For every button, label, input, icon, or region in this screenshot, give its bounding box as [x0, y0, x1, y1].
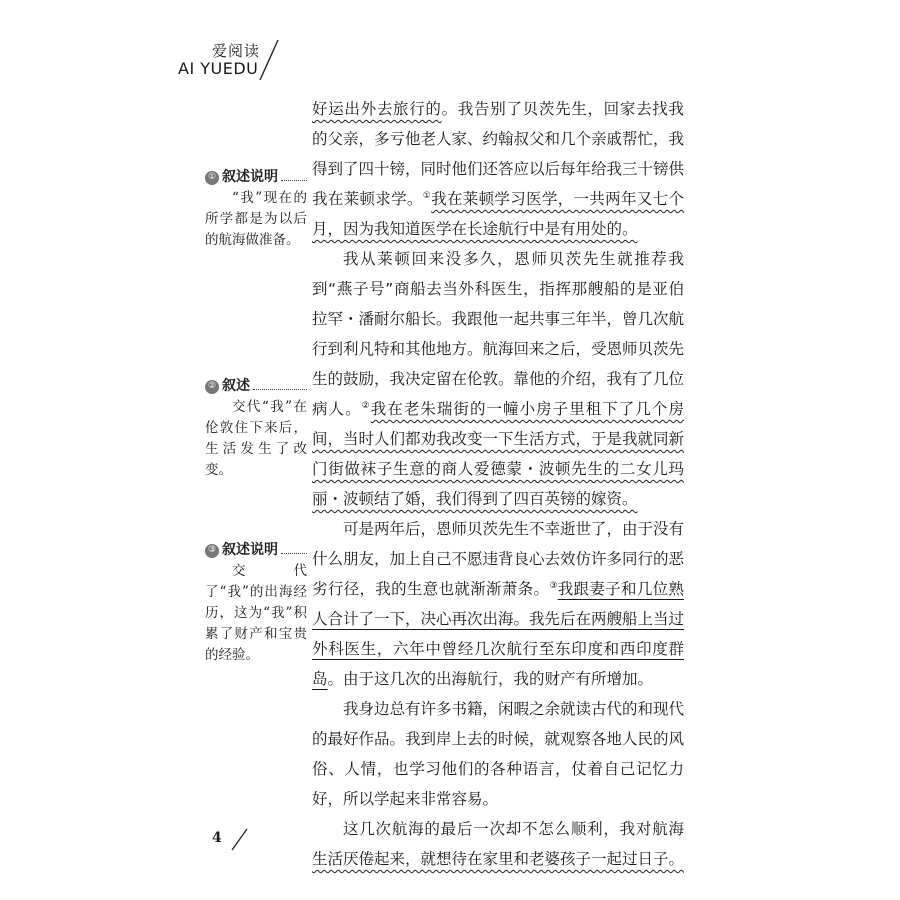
annotation-body: 交代了“我”的出海经历，这为“我”积累了财产和宝贵的经验。 — [205, 563, 307, 663]
paragraph-3 — [312, 514, 684, 694]
note-ref-3: ③ — [549, 580, 558, 591]
header-label-cn: 爱阅读 — [212, 42, 261, 60]
running-header — [178, 38, 288, 84]
body-text: 可是两年后，恩师贝茨先生不幸逝世了，由于没有什么朋友，加上自己不愿违背良心去效仿许多同行的恶劣行径，我的生意也就渐渐萧条。 — [312, 520, 685, 598]
wavy-underline-text: 好运出外去旅行的 — [312, 100, 442, 118]
annotation-body: 交代“我”在伦敦住下来后，生活发生了改变。 — [205, 399, 307, 478]
paragraph-5 — [312, 814, 684, 874]
annotation-title: 叙述说明 — [222, 169, 278, 185]
annotation-number: ① — [205, 171, 219, 185]
page-number: 4 — [212, 830, 222, 846]
annotation-title: 叙述 — [222, 378, 250, 394]
main-text — [312, 94, 684, 874]
wavy-underline-text: 生活厌倦起来，就想待在家里和老婆孩子一起过日子。 — [312, 850, 685, 868]
dotted-leader — [281, 180, 307, 181]
slash-decoration-icon — [256, 38, 280, 84]
body-text: 。由于这几次的出海航行，我的财产有所增加。 — [327, 670, 654, 688]
annotation-body: “我”现在的所学都是为以后的航海做准备。 — [205, 190, 307, 248]
dotted-leader — [253, 389, 307, 390]
wavy-underline-text: 我在老朱瑞街的一幢小房子里租下了几个房间，当时人们都劝我改变一下生活方式，于是我就同新门街做袜子生意的商人爱德蒙・波顿先生的二女儿玛丽・波顿结了婚，我们得到了四百英镑的嫁资。 — [312, 400, 685, 508]
paragraph-1 — [312, 94, 684, 244]
note-ref-2: ② — [361, 400, 371, 411]
paragraph-4: 我身边总有许多书籍，闲暇之余就读古代的和现代的最好作品。我到岸上去的时候，就观察各地人民的风俗、人情，也学习他们的各种语言，仗着自己记忆力好，所以学起来非常容易。 — [312, 700, 685, 808]
note-ref-1: ① — [422, 190, 432, 201]
annotation-2 — [205, 376, 307, 481]
annotation-number: ② — [205, 380, 219, 394]
annotation-3 — [205, 540, 307, 666]
slash-decoration-icon — [228, 828, 250, 852]
body-text: 这几次航海的最后一次却不怎么顺利，我对航海 — [343, 820, 684, 838]
annotation-1 — [205, 167, 307, 251]
wavy-underline-text: 我在莱顿学习医学，一共两年又七个月，因为我知道医学在长途航行中是有用处的。 — [312, 190, 684, 238]
body-text: 我从莱顿回来没多久，恩师贝茨先生就推荐我到“燕子号”商船去当外科医生，指挥那艘船的是亚伯拉罕・潘耐尔船长。我跟他一起共事三年半，曾几次航行到利凡特和其他地方。航海回来之后，受恩师贝茨先生的鼓励，我决定留在伦敦。靠他的介绍，我有了几位病人。 — [312, 250, 685, 418]
paragraph-2 — [312, 244, 684, 514]
annotation-number: ③ — [205, 544, 219, 558]
body-text: 。我告别了贝茨先生，回家去找我的父亲，多亏他老人家、约翰叔父和几个亲戚帮忙，我得到了四十镑，同时他们还答应以后每年给我三十镑供我在莱顿求学。 — [312, 100, 685, 208]
underlined-text: 我跟妻子和几位熟人合计了一下，决心再次出海。我先后在两艘船上当过外科医生，六年中曾经几次航行至东印度和西印度群岛 — [312, 580, 685, 688]
header-label-en: AI YUEDU — [178, 59, 259, 78]
dotted-leader — [281, 553, 307, 554]
annotation-title: 叙述说明 — [222, 542, 278, 558]
